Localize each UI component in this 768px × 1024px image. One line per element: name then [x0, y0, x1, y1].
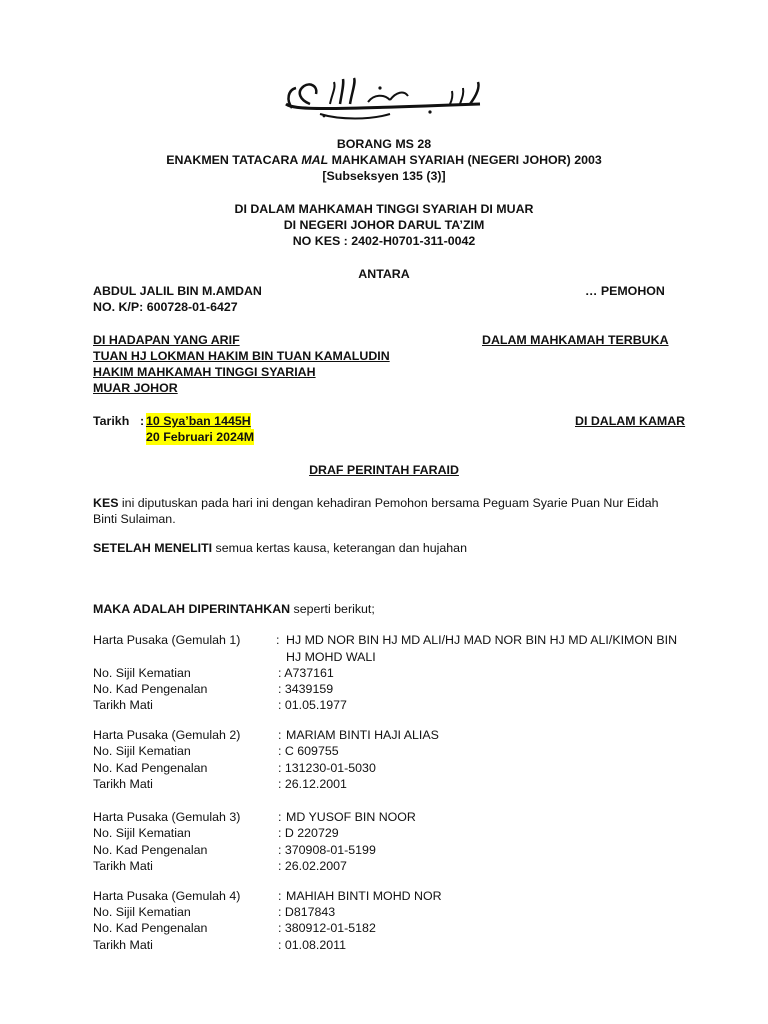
- estate-4-cert-label: No. Sijil Kematian: [93, 905, 191, 919]
- estate-2-ic-label: No. Kad Pengenalan: [93, 761, 208, 775]
- calligraphy-image: [280, 74, 490, 122]
- estate-3-cert-label: No. Sijil Kematian: [93, 826, 191, 840]
- estate-2-name: MARIAM BINTI HAJI ALIAS: [286, 728, 439, 742]
- judge-title: HAKIM MAHKAMAH TINGGI SYARIAH: [93, 365, 316, 379]
- court-line-1: DI DALAM MAHKAMAH TINGGI SYARIAH DI MUAR: [234, 202, 534, 216]
- estate-1-death-value: : 01.05.1977: [278, 698, 347, 712]
- open-court: DALAM MAHKAMAH TERBUKA: [482, 333, 669, 347]
- paragraph-decision-bold: KES: [93, 496, 119, 510]
- paragraph-review-bold: SETELAH MENELITI: [93, 541, 213, 555]
- estate-4-label: Harta Pusaka (Gemulah 4): [93, 889, 241, 903]
- estate-3-colon: :: [278, 810, 282, 824]
- estate-2-death-value: : 26.12.2001: [278, 777, 347, 791]
- enactment-title: [0, 152, 768, 168]
- estate-4-ic-label: No. Kad Pengenalan: [93, 921, 208, 935]
- estate-3-death-label: Tarikh Mati: [93, 859, 153, 873]
- estate-4-death-label: Tarikh Mati: [93, 938, 153, 952]
- paragraph-order: [93, 601, 375, 617]
- estate-4-cert-value: : D817843: [278, 905, 336, 919]
- estate-1-cert-value: : A737161: [278, 666, 334, 680]
- judge-name: TUAN HJ LOKMAN HAKIM BIN TUAN KAMALUDIN: [93, 349, 390, 363]
- paragraph-decision-line2: Binti Sulaiman.: [93, 512, 176, 526]
- estate-2-cert-value: : C 609755: [278, 744, 339, 758]
- estate-3-cert-value: : D 220729: [278, 826, 339, 840]
- between-label: ANTARA: [358, 267, 410, 281]
- estate-1-colon: :: [276, 633, 280, 647]
- paragraph-order-text: seperti berikut;: [290, 602, 375, 616]
- estate-2-death-label: Tarikh Mati: [93, 777, 153, 791]
- enactment-prefix: ENAKMEN TATACARA: [166, 153, 302, 167]
- draft-title: DRAF PERINTAH FARAID: [309, 463, 459, 477]
- form-number: BORANG MS 28: [336, 137, 432, 151]
- applicant-role: … PEMOHON: [585, 284, 665, 298]
- court-line-2: DI NEGERI JOHOR DARUL TA’ZIM: [283, 218, 485, 232]
- applicant-name: ABDUL JALIL BIN M.AMDAN: [93, 284, 262, 298]
- estate-3-label: Harta Pusaka (Gemulah 3): [93, 810, 241, 824]
- estate-2-cert-label: No. Sijil Kematian: [93, 744, 191, 758]
- date-gregorian: 20 Februari 2024M: [146, 430, 255, 444]
- estate-1-label: Harta Pusaka (Gemulah 1): [93, 633, 241, 647]
- before-label: DI HADAPAN YANG ARIF: [93, 333, 240, 347]
- paragraph-review-text: semua kertas kausa, keterangan dan hujahan: [212, 541, 467, 555]
- paragraph-decision: [93, 495, 659, 511]
- estate-3-name: MD YUSOF BIN NOOR: [286, 810, 416, 824]
- estate-4-ic-value: : 380912-01-5182: [278, 921, 376, 935]
- estate-1-ic-value: : 3439159: [278, 682, 334, 696]
- estate-4-name: MAHIAH BINTI MOHD NOR: [286, 889, 442, 903]
- judge-location: MUAR JOHOR: [93, 381, 178, 395]
- estate-4-death-value: : 01.08.2011: [278, 938, 346, 952]
- enactment-suffix: MAHKAMAH SYARIAH (NEGERI JOHOR) 2003: [328, 153, 602, 167]
- estate-1-name-line2: HJ MOHD WALI: [286, 650, 376, 664]
- date-label: Tarikh: [93, 414, 130, 428]
- paragraph-review: [93, 540, 467, 556]
- paragraph-order-bold: MAKA ADALAH DIPERINTAHKAN: [93, 602, 291, 616]
- estate-3-ic-value: : 370908-01-5199: [278, 843, 376, 857]
- estate-4-colon: :: [278, 889, 282, 903]
- estate-2-label: Harta Pusaka (Gemulah 2): [93, 728, 241, 742]
- estate-1-cert-label: No. Sijil Kematian: [93, 666, 191, 680]
- case-number: NO KES : 2402-H0701-311-0042: [292, 234, 476, 248]
- paragraph-decision-text: ini diputuskan pada hari ini dengan kehadiran Pemohon bersama Peguam Syarie Puan Nur Eidah: [118, 496, 659, 510]
- estate-1-ic-label: No. Kad Pengenalan: [93, 682, 208, 696]
- enactment-italic: MAL: [301, 153, 329, 167]
- applicant-ic: NO. K/P: 600728-01-6427: [93, 300, 238, 314]
- date-colon: :: [140, 414, 145, 428]
- estate-3-ic-label: No. Kad Pengenalan: [93, 843, 208, 857]
- bismillah-calligraphy: [280, 74, 490, 122]
- estate-1-name: HJ MD NOR BIN HJ MD ALI/HJ MAD NOR BIN HJ MD ALI/KIMON BIN: [286, 633, 678, 647]
- estate-2-colon: :: [278, 728, 282, 742]
- subsection: [Subseksyen 135 (3)]: [322, 169, 446, 183]
- date-hijri: 10 Sya’ban 1445H: [146, 414, 251, 428]
- estate-1-death-label: Tarikh Mati: [93, 698, 153, 712]
- estate-3-death-value: : 26.02.2007: [278, 859, 347, 873]
- estate-2-ic-value: : 131230-01-5030: [278, 761, 376, 775]
- chamber-label: DI DALAM KAMAR: [575, 414, 686, 428]
